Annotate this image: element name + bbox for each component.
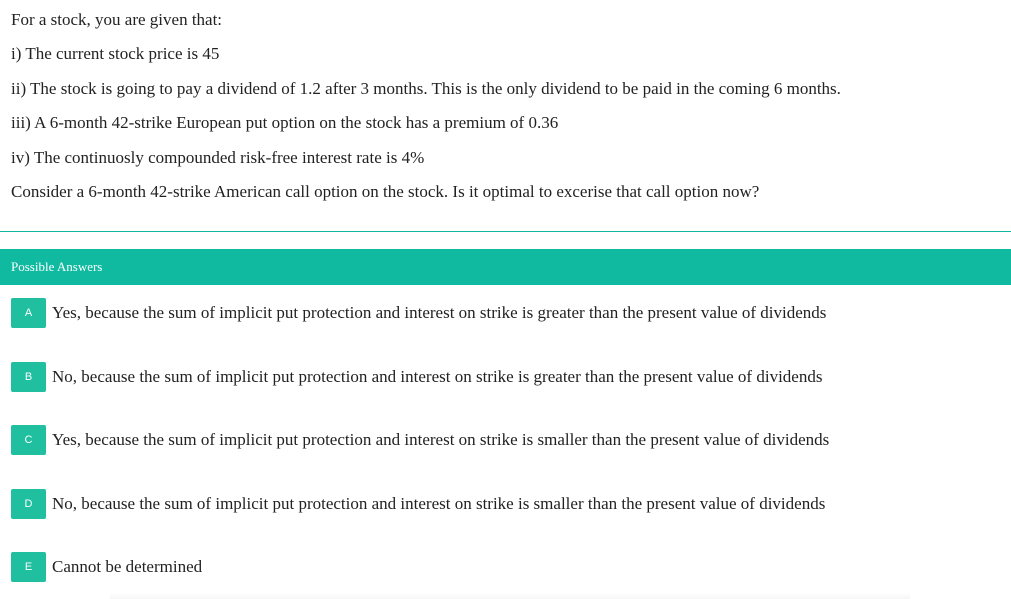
answer-option-d[interactable] (11, 489, 825, 519)
answer-text[interactable]: Cannot be determined (52, 557, 203, 576)
answer-letter-badge[interactable]: C (11, 425, 46, 455)
answer-text[interactable]: Yes, because the sum of implicit put protection and interest on strike is greater than the present value of dividends (52, 303, 827, 322)
question-block (0, 0, 1011, 202)
question-given-ii: ii) The stock is going to pay a dividend of 1.2 after 3 months. This is the only dividend to be paid in the coming 6 months. (11, 78, 841, 98)
answer-letter-badge[interactable]: A (11, 298, 46, 328)
answer-option-b[interactable] (11, 362, 822, 392)
answer-option-c[interactable] (11, 425, 829, 455)
question-intro: For a stock, you are given that: (11, 10, 223, 29)
question-given-iii: iii) A 6-month 42-strike European put option on the stock has a premium of 0.36 (11, 113, 559, 133)
answer-option-e[interactable] (11, 552, 202, 582)
answer-letter-badge[interactable]: E (11, 552, 46, 582)
question-given-iv: iv) The continuosly compounded risk-free interest rate is 4% (11, 147, 425, 167)
answer-text[interactable]: No, because the sum of implicit put protection and interest on strike is greater than the present value of dividends (52, 367, 823, 386)
possible-answers-header: Possible Answers (0, 249, 1011, 285)
answer-text[interactable]: Yes, because the sum of implicit put protection and interest on strike is smaller than the present value of dividends (52, 430, 830, 449)
section-divider (0, 231, 1011, 232)
question-given-i: i) The current stock price is 45 (11, 44, 220, 64)
answer-letter-badge[interactable]: D (11, 489, 46, 519)
answer-letter-badge[interactable]: B (11, 362, 46, 392)
question-prompt: Consider a 6-month 42-strike American call option on the stock. Is it optimal to excerise that call option now? (11, 181, 760, 201)
answer-option-a[interactable] (11, 298, 826, 328)
bottom-shadow (110, 593, 910, 599)
answer-text[interactable]: No, because the sum of implicit put protection and interest on strike is smaller than the present value of dividends (52, 494, 826, 513)
